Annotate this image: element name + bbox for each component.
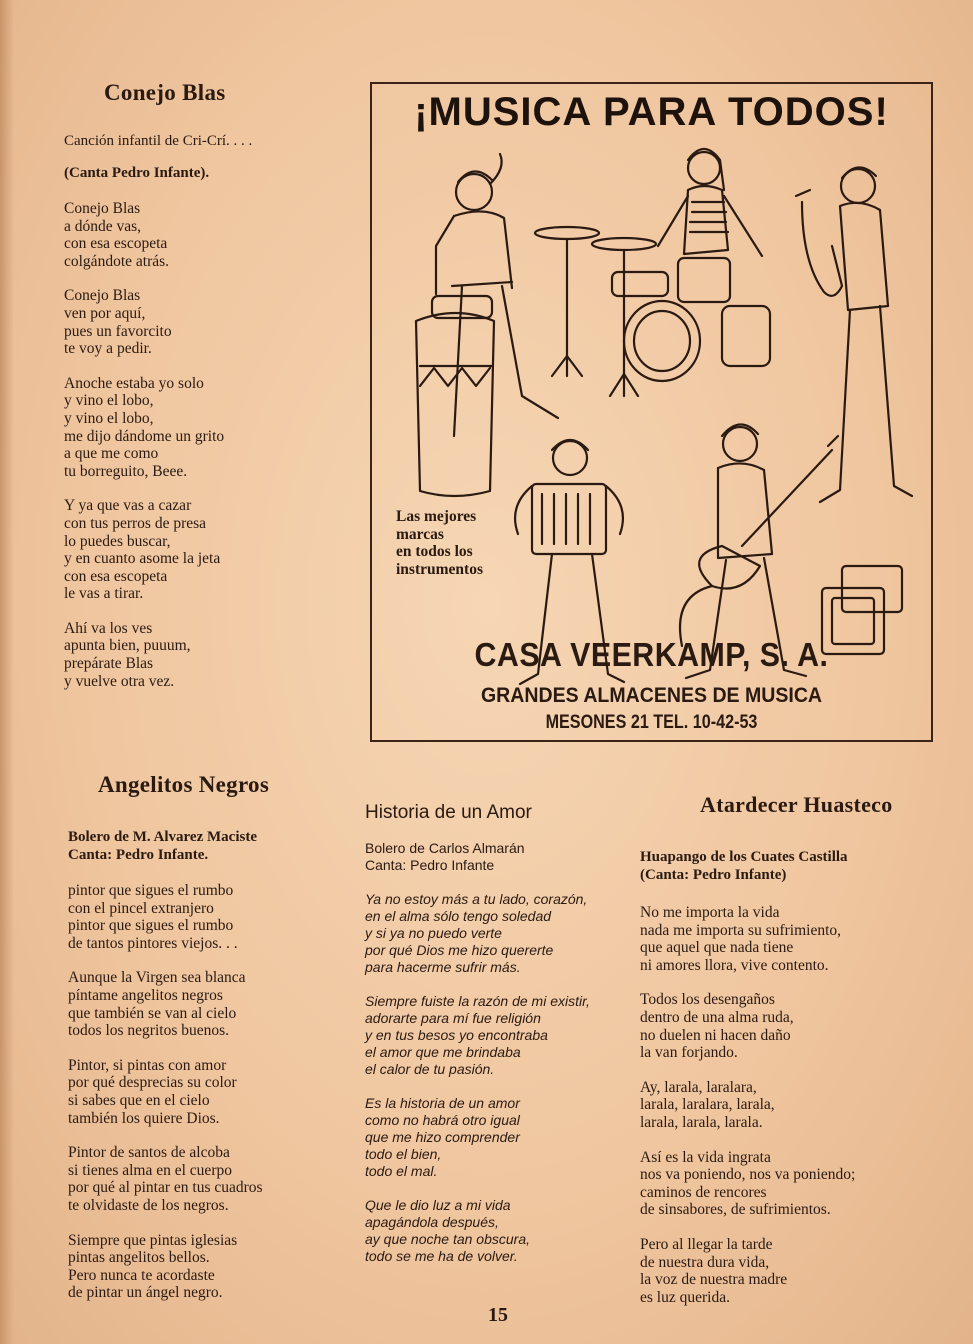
saxophone-player-figure [796,167,912,502]
stanza: Siempre fuiste la razón de mi existir, adorarte para mí fue religión y en tus besos yo encontraba el amor que me brindaba el calor de tu pasión. [365,993,590,1077]
song-atardecer-huasteco [640,792,940,1306]
stanza: pintor que sigues el rumbo con el pincel extranjero pintor que sigues el rumbo de tantos pintores viejos. . . [68,882,238,952]
stanza: No me importa la vida nada me importa su sufrimiento, que aquel que nada tiene ni amores llora, vive contento. [640,904,842,974]
band-illustration [392,146,917,686]
stanza: Pintor de santos de alcoba si tienes alma en el cuerpo por qué al pintar en tus cuadros te olvidaste de los negros. [68,1144,263,1214]
ad-company-name: CASA VEERKAMP, S. A. [474,636,829,673]
song-title: Angelitos Negros [98,772,270,797]
stanza: Es la historia de un amor como no habrá otro igual que me hizo comprender todo el bien, todo el mal. [365,1095,520,1179]
stanza: Y ya que vas a cazar con tus perros de presa lo puedes buscar, y en cuanto asome la jeta con esa escopeta le vas a tirar. [64,497,221,603]
ad-tagline: Las mejores marcas en todos los instrumentos [396,508,483,578]
stanza: Ahí va los ves apunta bien, puuum, prepárate Blas y vuelve otra vez. [64,619,191,690]
song-credit: Bolero de M. Alvarez Maciste [68,829,257,845]
stanza: Ya no estoy más a tu lado, corazón, en el alma sólo tengo soledad y si ya no puedo verte por qué Dios me hizo quererte para hacerme sufrir más. [365,891,588,975]
song-title: Historia de un Amor [365,802,532,823]
ad-subtitle: GRANDES ALMACENES DE MUSICA [480,684,823,707]
ad-headline: ¡MUSICA PARA TODOS! [414,90,889,134]
stanza: Aunque la Virgen sea blanca píntame angelitos negros que también se van al cielo todos los negritos buenos. [68,969,246,1040]
song-performer: Canta: Pedro Infante. [68,847,209,863]
song-title: Atardecer Huasteco [700,792,893,817]
drum-kit [535,227,770,396]
page-number: 15 [488,1304,508,1326]
drummer-figure [658,149,762,256]
stanza: Que le dio luz a mi vida apagándola después, ay que noche tan obscura, todo se me ha de volver. [365,1197,531,1264]
stanza: Anoche estaba yo solo y vino el lobo, y vino el lobo, me dijo dándome un grito a que me como tu borreguito, Beee. [64,374,225,480]
stanza: Pero al llegar la tarde de nuestra dura vida, la voz de nuestra madre es luz querida. [640,1235,788,1306]
song-performer: (Canta: Pedro Infante) [640,867,787,883]
stanza: Siempre que pintas iglesias pintas angelitos bellos. Pero nunca te acordaste de pintar un ángel negro. [68,1231,238,1302]
song-historia-de-un-amor [365,802,637,1265]
stanza: Así es la vida ingrata nos va poniendo, nos va poniendo; caminos de rencores de sinsabores, de sufrimientos. [640,1148,856,1219]
stanza: Conejo Blas a dónde vas, con esa escopeta colgándote atrás. [64,200,170,270]
song-credit: Bolero de Carlos Almarán [365,840,525,856]
stanza: Ay, larala, laralara, larala, laralara, larala, larala, larala, larala. [640,1078,775,1131]
song-credit: Huapango de los Cuates Castilla [640,849,848,865]
song-angelitos-negros [68,772,358,1302]
music-store-advertisement [370,82,933,742]
song-credit: Canción infantil de Cri-Crí. . . . [64,133,253,149]
conga-player-figure [416,154,558,496]
stanza: Pintor, si pintas con amor por qué desprecias su color si sabes que en el cielo también los quiere Dios. [68,1056,237,1127]
ad-address: MESONES 21 TEL. 10-42-53 [545,712,758,733]
page-edge [0,0,14,1344]
stanza: Conejo Blas ven por aquí, pues un favorcito te voy a pedir. [64,287,172,358]
song-title: Conejo Blas [104,80,226,105]
stanza: Todos los desengaños dentro de una alma ruda, no duelen ni hacen daño la van forjando. [640,991,794,1062]
song-performer: Canta: Pedro Infante [365,857,495,873]
song-conejo-blas [64,80,354,690]
song-performer: (Canta Pedro Infante). [64,165,210,181]
